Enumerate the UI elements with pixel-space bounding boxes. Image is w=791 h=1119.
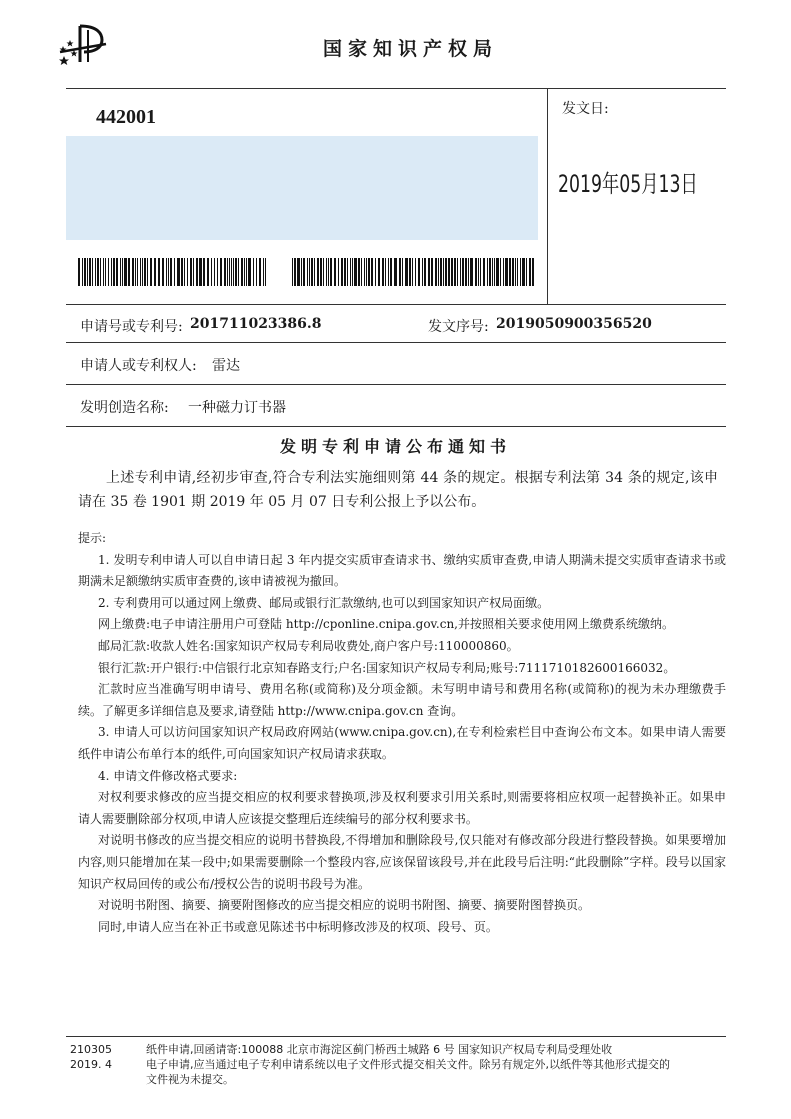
divider xyxy=(66,304,726,305)
applicant-value: 雷达 xyxy=(212,358,240,374)
note-item: 2. 专利费用可以通过网上缴费、邮局或银行汇款缴纳,也可以到国家知识产权局面缴。 xyxy=(98,595,550,610)
footer-code-2: 2019. 4 xyxy=(70,1058,112,1071)
postcode: 442001 xyxy=(96,106,156,128)
notes-heading: 提示: xyxy=(78,531,107,545)
note-item: 汇款时应当准确写明申请号、费用名称(或简称)及分项金额。未写明申请号和费用名称(或简称)的视为未办理缴费手续。了解更多详细信息及要求,请登陆 http://www.cnipa.gov.cn 查询。 xyxy=(78,682,726,718)
barcode-2 xyxy=(292,258,534,286)
app-no-label: 申请号或专利号: xyxy=(80,319,183,335)
note-item: 1. 发明专利申请人可以自申请日起 3 年内提交实质审查请求书、缴纳实质审查费,申请人期满未提交实质审查请求书或期满未足额缴纳实质审查费的,该申请被视为撤回。 xyxy=(78,552,726,589)
footer-line-2: 电子申请,应当通过电子专利申请系统以电子文件形式提交相关文件。除另有规定外,以纸件等其他形式提交的 xyxy=(146,1058,670,1071)
invention-label: 发明创造名称: xyxy=(80,400,169,416)
note-item: 网上缴费:电子申请注册用户可登陆 http://cponline.cnipa.gov.cn,并按照相关要求使用网上缴费系统缴纳。 xyxy=(98,617,674,632)
note-item: 银行汇款:开户银行:中信银行北京知春路支行;户名:国家知识产权局专利局;账号:7111710182600166032。 xyxy=(98,660,676,675)
note-item: 3. 申请人可以访问国家知识产权局政府网站(www.cnipa.gov.cn),在专利检索栏目中查询公布文本。如果申请人需要纸件申请公布单行本的纸件,可向国家知识产权局请求获取。 xyxy=(78,725,726,761)
note-item: 4. 申请文件修改格式要求: xyxy=(98,768,238,783)
issue-date-label: 发文日: xyxy=(562,101,609,117)
divider xyxy=(66,384,726,385)
divider xyxy=(66,342,726,343)
notice-body: 上述专利申请,经初步审查,符合专利法实施细则第 44 条的规定。根据专利法第 34 条的规定,该申请在 35 卷 1901 期 2019 年 05 月 07 日专利公报上予以公布。 xyxy=(78,470,718,510)
notes-section xyxy=(78,528,726,938)
footer-line-3: 文件视为未提交。 xyxy=(146,1073,234,1086)
notice-title: 发明专利申请公布通知书 xyxy=(279,437,511,456)
divider xyxy=(66,426,726,427)
top-divider xyxy=(66,88,726,89)
app-no-value: 201711023386.8 xyxy=(190,316,322,332)
invention-value: 一种磁力订书器 xyxy=(188,400,286,416)
barcode-1 xyxy=(78,258,268,286)
note-item: 对权利要求修改的应当提交相应的权利要求替换项,涉及权利要求引用关系时,则需要将相应权项一起替换补正。如果申请人需要删除部分权项,申请人应该提交整理后连续编号的部分权利要求书。 xyxy=(78,790,726,826)
doc-no-label: 发文序号: xyxy=(428,319,489,335)
issue-date-value: 2019年05月13日 xyxy=(558,170,698,198)
note-item: 对说明书附图、摘要、摘要附图修改的应当提交相应的说明书附图、摘要、摘要附图替换页。 xyxy=(98,898,591,913)
doc-no-value: 2019050900356520 xyxy=(496,316,652,332)
note-item: 对说明书修改的应当提交相应的说明书替换段,不得增加和删除段号,仅只能对有修改部分段进行整段替换。如果要增加内容,则只能增加在某一段中;如果需要删除一个整段内容,应该保留该段号,并在此段号后注明:“此段删除”字样。段号以国家知识产权局回传的或公布/授权公告的说明书段号为准。 xyxy=(78,833,726,891)
address-redaction-box xyxy=(66,136,538,240)
note-item: 邮局汇款:收款人姓名:国家知识产权局专利局收费处,商户客户号:110000860。 xyxy=(98,638,519,653)
office-name: 国家知识产权局 xyxy=(322,38,498,60)
footer-divider xyxy=(66,1036,726,1037)
note-item: 同时,申请人应当在补正书或意见陈述书中标明修改涉及的权项、段号、页。 xyxy=(98,919,498,934)
footer-code-1: 210305 xyxy=(70,1043,112,1056)
footer-line-1: 纸件申请,回函请寄:100088 北京市海淀区蓟门桥西土城路 6 号 国家知识产权局专利局受理处收 xyxy=(146,1043,613,1056)
vertical-divider xyxy=(547,88,548,304)
applicant-label: 申请人或专利权人: xyxy=(80,358,197,374)
